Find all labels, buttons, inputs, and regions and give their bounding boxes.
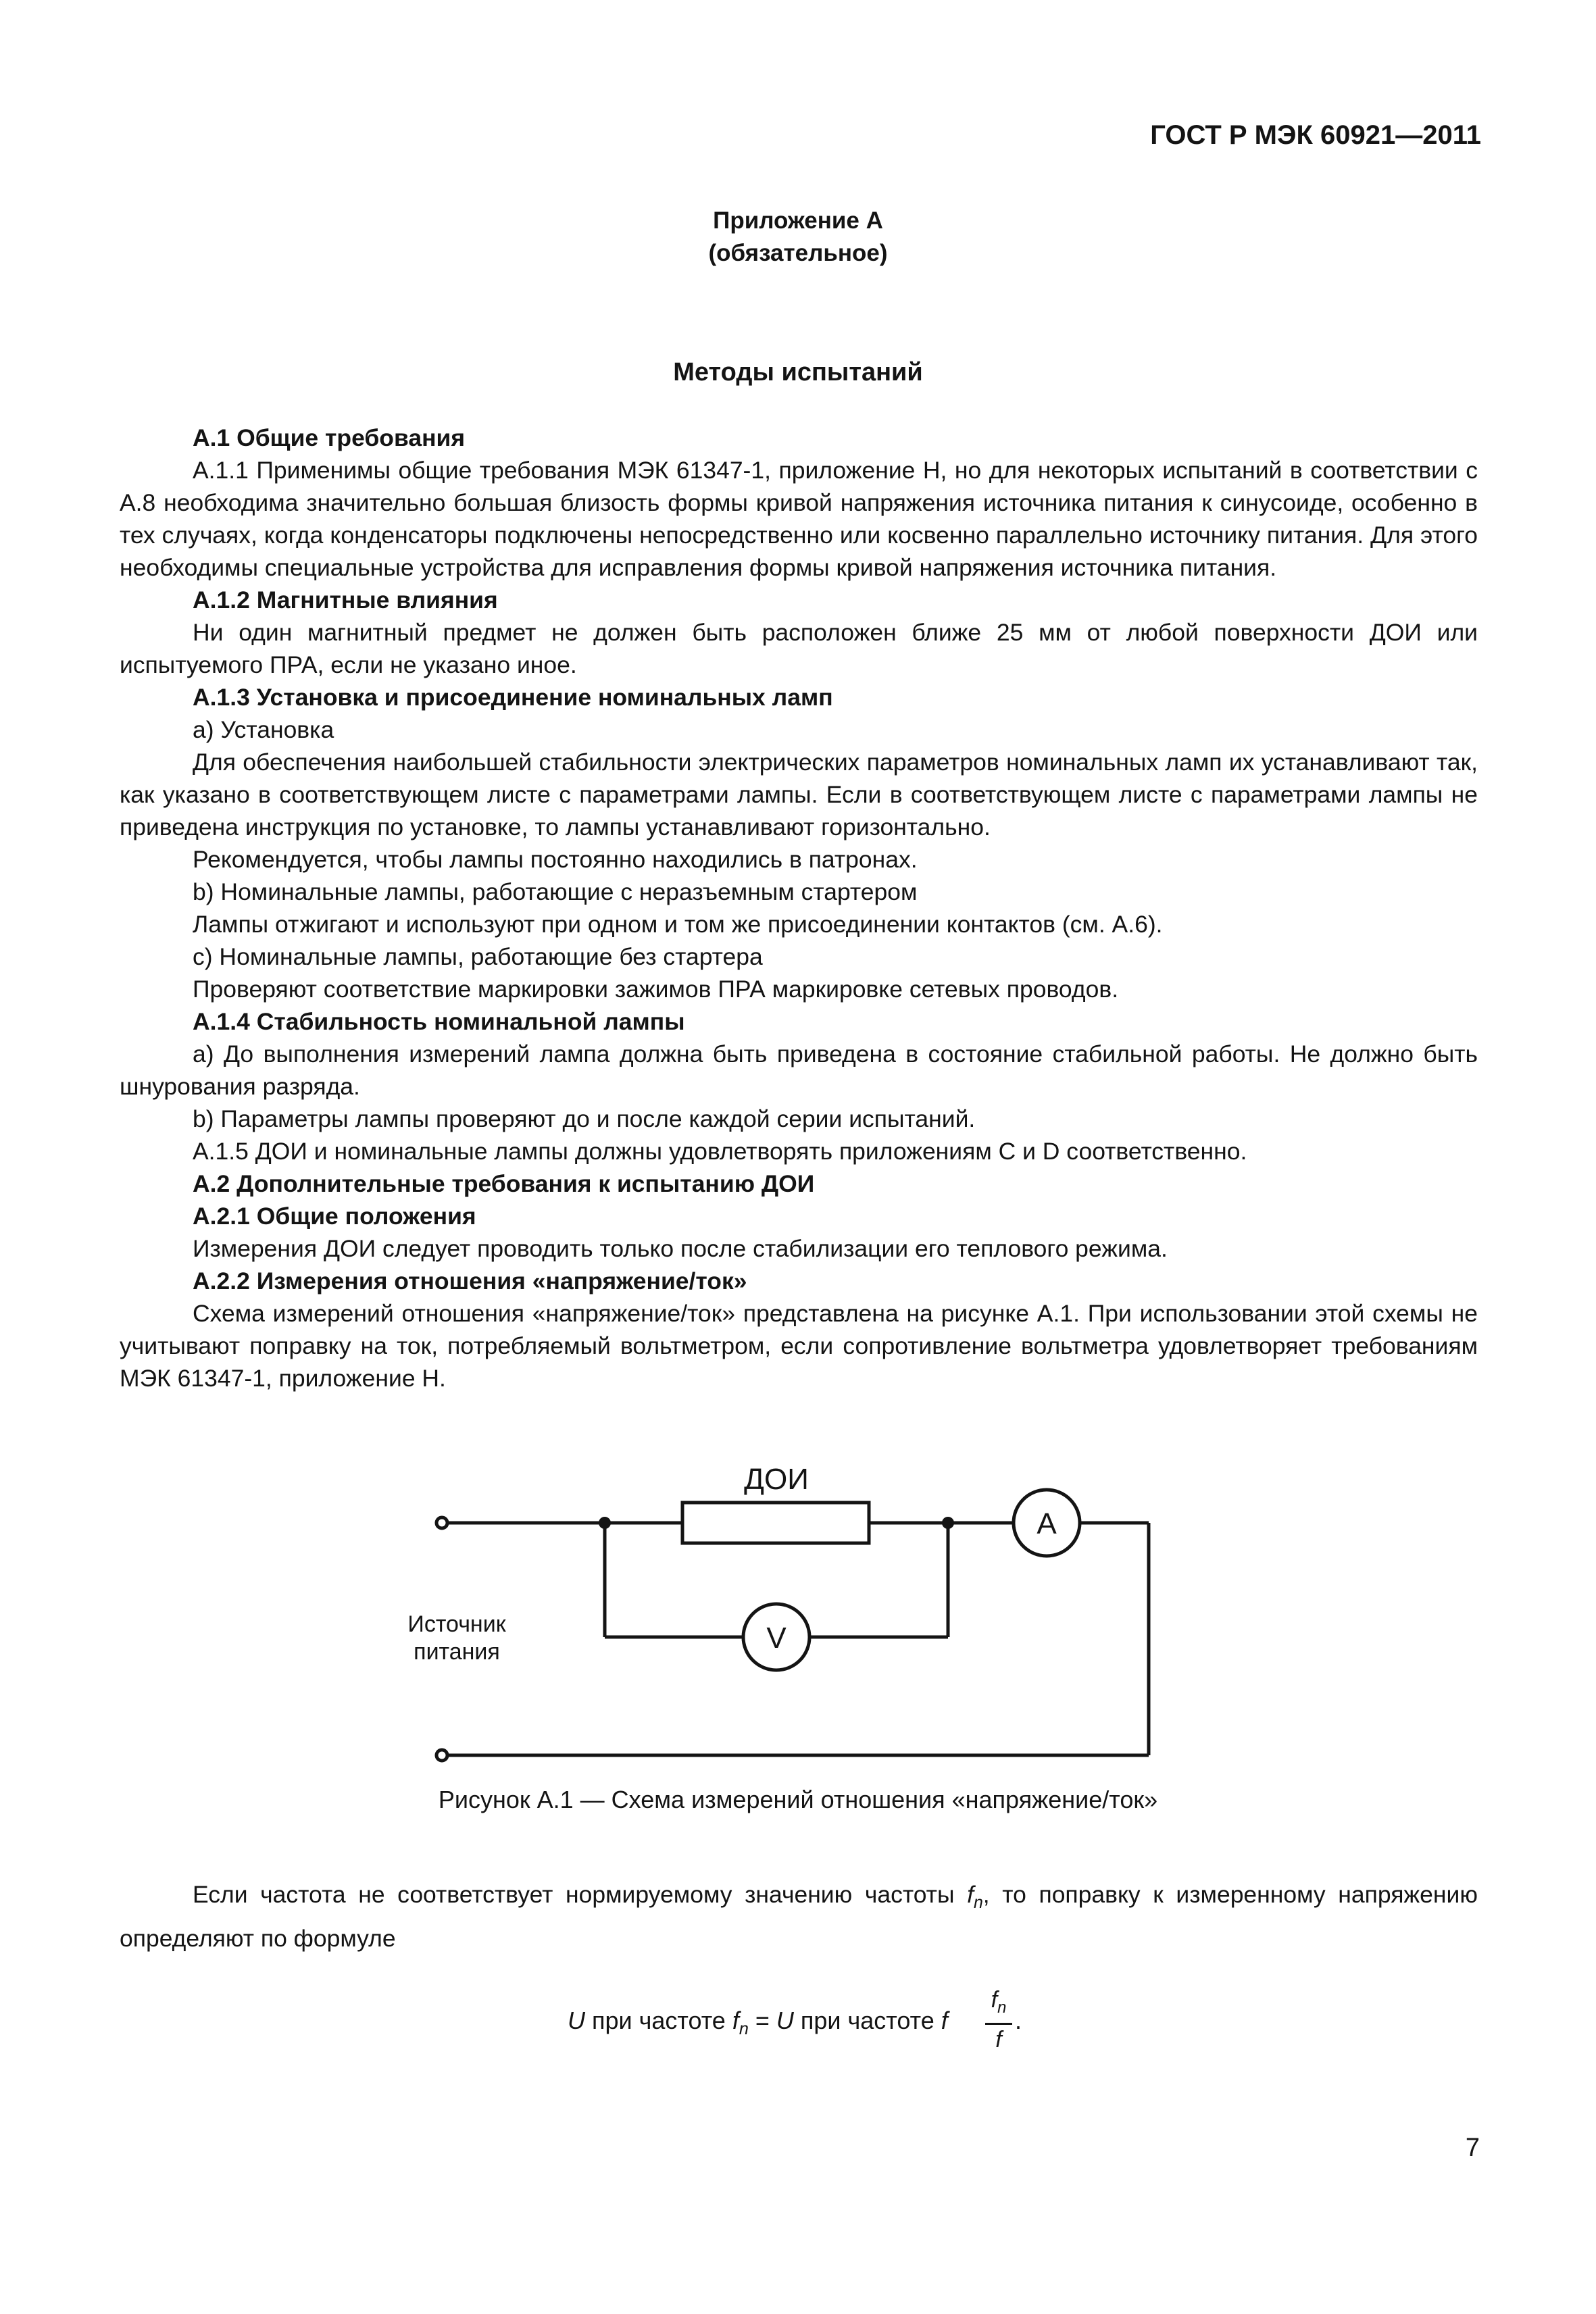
subsection-heading: А.1.3 Установка и присоединение номинальных ламп [193,684,833,711]
subsection-heading: А.2 Дополнительные требования к испытанию ДОИ [193,1170,815,1197]
fraction-denominator: f [995,2026,1002,2053]
standard-code-header: ГОСТ Р МЭК 60921—2011 [1150,120,1481,150]
appendix-title: Приложение А [713,207,883,234]
subsection-heading: А.1 Общие требования [193,424,466,451]
subsection-heading: А.1.4 Стабильность номинальной лампы [193,1008,685,1035]
frequency-symbol: $f_n$ [967,1881,983,1913]
formula-fraction [985,1986,1012,2053]
formula-expression: U при частоте $f_n = U$ при частоте f [568,2007,948,2039]
body-paragraph: a) Установка [193,716,334,743]
fraction-numerator: $f_n$ [991,1987,1007,2017]
appendix-heading [118,205,1478,270]
subsection-heading: А.1.2 Магнитные влияния [193,586,498,613]
terminal-top [437,1517,447,1528]
doi-label: ДОИ [744,1463,809,1496]
body-paragraph: А.1.5 ДОИ и номинальные лампы должны удовлетворять приложениям С и D соответственно. [193,1138,1247,1165]
junction-right [942,1517,954,1529]
ammeter-symbol: A [1037,1507,1057,1540]
body-paragraph: Рекомендуется, чтобы лампы постоянно находились в патронах. [193,846,918,873]
body-paragraph: a) До выполнения измерений лампа должна быть приведена в состояние стабильной работы. Не должно быть шнурования разряда. [120,1040,1478,1100]
formula-end: . [1015,2007,1022,2034]
terminal-bottom [437,1750,447,1761]
body-text [120,422,1478,1394]
body-paragraph: Схема измерений отношения «напряжение/ток» представлена на рисунке А.1. При использовании этой схемы не учитывают поправку на ток, потребляемый вольтметром, если сопротивление вольтметра удовлетворяет требованиям МЭК 61347-1, приложение Н. [120,1300,1478,1392]
circuit-svg [0,1439,1596,1777]
source-label-line1: Источник [407,1611,506,1637]
subsection-heading: А.2.2 Измерения отношения «напряжение/ток» [193,1267,747,1294]
body-paragraph: Лампы отжигают и используют при одном и том же присоединении контактов (см. А.6). [193,911,1163,938]
page-number: 7 [1465,2134,1480,2162]
body-paragraph: Измерения ДОИ следует проводить только после стабилизации его теплового режима. [193,1235,1168,1262]
body-paragraph: А.1.1 Применимы общие требования МЭК 61347-1, приложение Н, но для некоторых испытаний в соответствии с А.8 необходима значительно большая близость формы кривой напряжения источника питания к синусоиде, особенно в тех случаях, когда конденсаторы подключены непосредственно или косвенно параллельно источнику питания. Для этого необходимы специальные устройства для исправления формы кривой напряжения источника питания. [120,457,1478,581]
doi-device-rect [682,1503,869,1543]
source-label-line2: питания [414,1639,500,1665]
body-paragraph: c) Номинальные лампы, работающие без стартера [193,943,763,970]
body-paragraph: Проверяют соответствие маркировки зажимов ПРА маркировке сетевых проводов. [193,976,1119,1003]
fraction-bar [985,2023,1012,2025]
body-paragraph: Ни один магнитный предмет не должен быть расположен ближе 25 мм от любой поверхности ДОИ или испытуемого ПРА, если не указано иное. [120,619,1478,678]
subsection-heading: А.2.1 Общие положения [193,1203,476,1230]
voltmeter-symbol: V [766,1621,787,1655]
body-paragraph: b) Номинальные лампы, работающие с неразъемным стартером [193,878,918,905]
post-figure-text [120,1877,1478,1956]
body-paragraph: b) Параметры лампы проверяют до и после каждой серии испытаний. [193,1105,976,1132]
appendix-status: (обязательное) [708,240,888,266]
correction-formula [0,1986,1596,2061]
body-paragraph: Для обеспечения наибольшей стабильности электрических параметров номинальных ламп их устанавливают так, как указано в соответствующем листе с параметрами лампы. Если в соответствующем листе с параметрами лампы не приведена инструкция по установке, то лампы устанавливают горизонтально. [120,749,1478,840]
post-figure-paragraph: Если частота не соответствует нормируемому значению частоты $f_n$, то поправку к измеренному напряжению определяют по формуле [120,1881,1478,1953]
figure-caption: Рисунок А.1 — Схема измерений отношения «напряжение/ток» [438,1786,1158,1813]
junction-left [599,1517,611,1529]
section-title: Методы испытаний [673,358,923,386]
circuit-diagram [0,1439,1596,1777]
